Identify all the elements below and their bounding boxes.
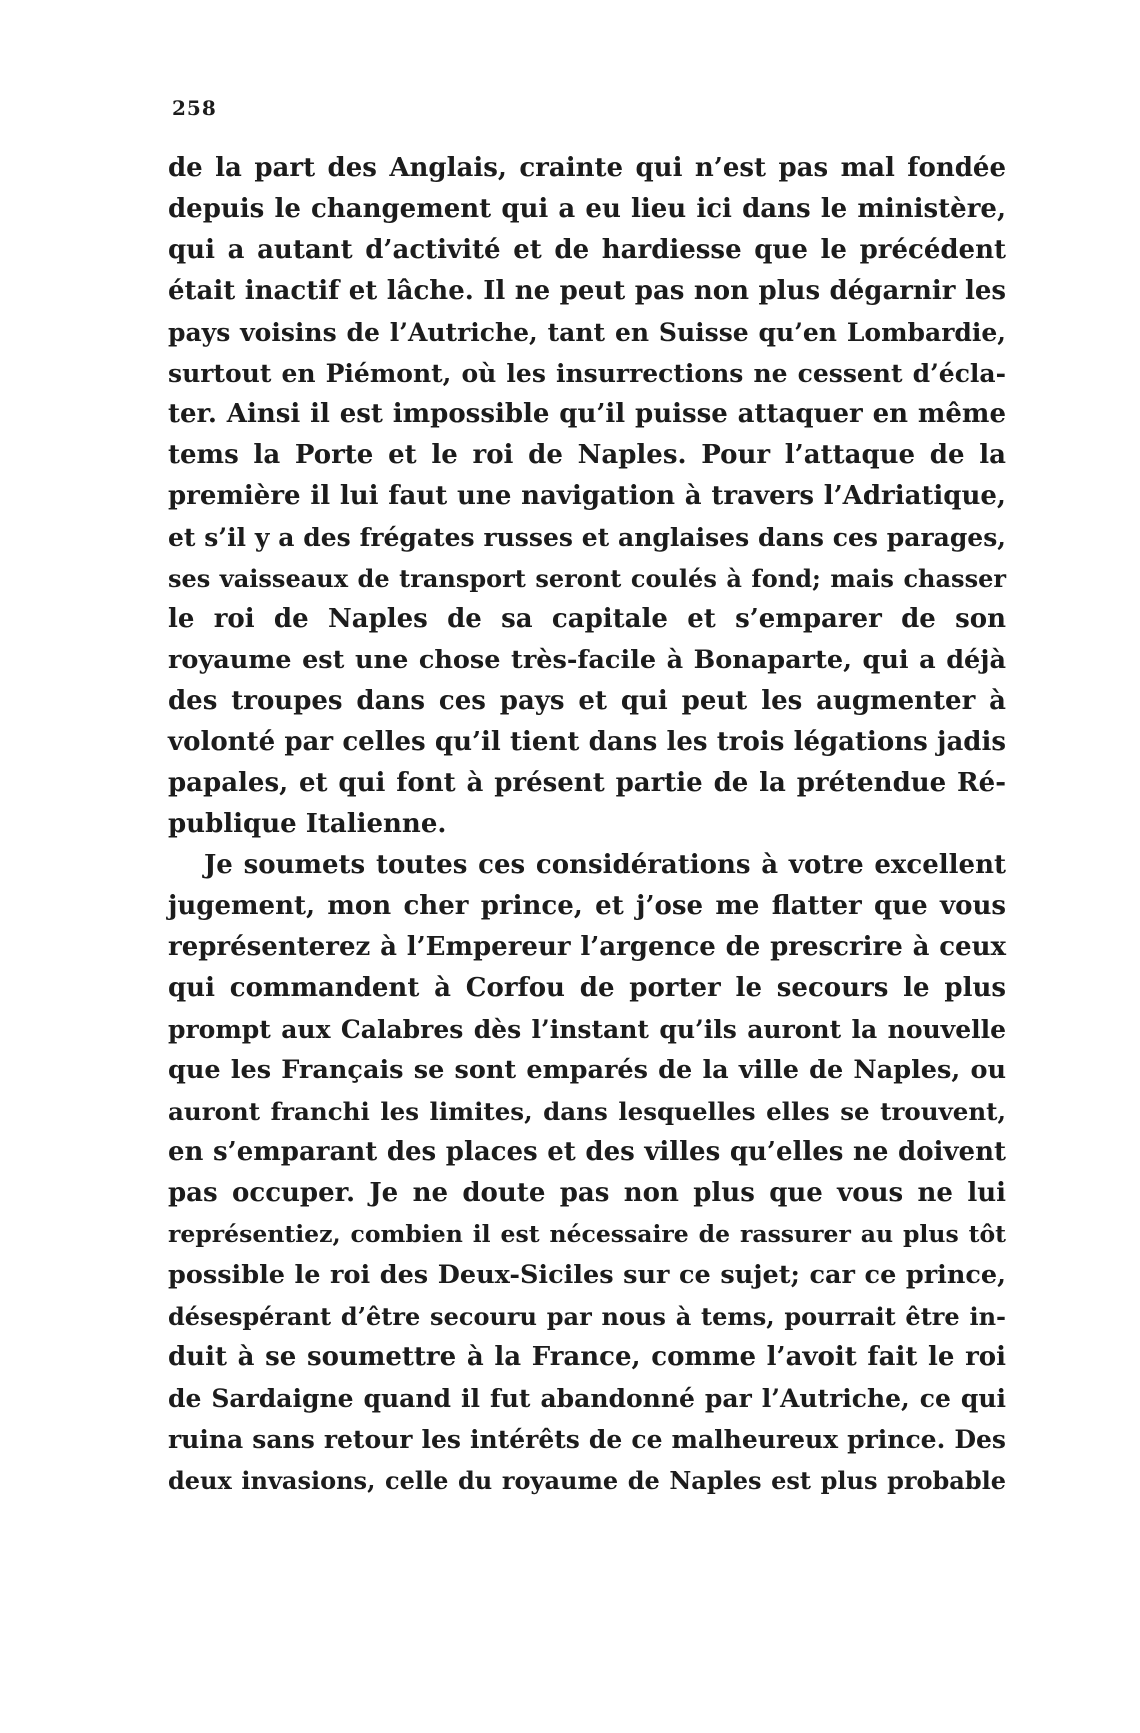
text-line: royaume est une chose très-facile à Bonaparte, qui a déjà [168, 645, 1006, 675]
page-number: 258 [172, 96, 217, 120]
text-line: le roi de Naples de sa capitale et s’emparer de son [168, 604, 1006, 634]
text-line: jugement, mon cher prince, et j’ose me flatter que vous [168, 891, 1006, 921]
text-line: représenterez à l’Empereur l’argence de prescrire à ceux [168, 932, 1006, 962]
text-line: possible le roi des Deux-Siciles sur ce sujet; car ce prince, [168, 1260, 1006, 1290]
text-line: tems la Porte et le roi de Naples. Pour l’attaque de la [168, 440, 1006, 470]
text-line: pas occuper. Je ne doute pas non plus que vous ne lui [168, 1178, 1006, 1208]
text-line: qui a autant d’activité et de hardiesse que le précédent [168, 235, 1006, 265]
text-line: surtout en Piémont, où les insurrections ne cessent d’écla- [168, 359, 1006, 388]
text-line: ter. Ainsi il est impossible qu’il puisse attaquer en même [168, 399, 1006, 429]
text-line: volonté par celles qu’il tient dans les trois légations jadis [168, 727, 1006, 757]
text-line: première il lui faut une navigation à travers l’Adriatique, [168, 481, 1006, 511]
text-line: depuis le changement qui a eu lieu ici dans le ministère, [168, 194, 1006, 224]
paragraph-start-line: Je soumets toutes ces considérations à votre excellent [204, 850, 1006, 880]
text-line: en s’emparant des places et des villes qu’elles ne doivent [168, 1137, 1006, 1167]
text-line: ses vaisseaux de transport seront coulés à fond; mais chasser [168, 564, 1006, 593]
text-line: deux invasions, celle du royaume de Naples est plus probable [168, 1466, 1006, 1495]
text-line: désespérant d’être secouru par nous à tems, pourrait être in- [168, 1302, 1006, 1331]
text-line: de la part des Anglais, crainte qui n’est pas mal fondée [168, 153, 1006, 183]
text-line: qui commandent à Corfou de porter le secours le plus [168, 973, 1006, 1003]
text-line: duit à se soumettre à la France, comme l’avoit fait le roi [168, 1342, 1006, 1372]
text-line: et s’il y a des frégates russes et anglaises dans ces parages, [168, 523, 1006, 552]
body-text [168, 148, 1006, 1501]
text-line: représentiez, combien il est nécessaire de rassurer au plus tôt [168, 1220, 1006, 1248]
paragraph-end-line: publique Italienne. [168, 809, 447, 839]
text-line: prompt aux Calabres dès l’instant qu’ils auront la nouvelle [168, 1015, 1006, 1044]
text-line: papales, et qui font à présent partie de la prétendue Ré- [168, 768, 1006, 798]
text-line: auront franchi les limites, dans lesquelles elles se trouvent, [168, 1097, 1006, 1126]
text-line: était inactif et lâche. Il ne peut pas non plus dégarnir les [168, 276, 1006, 306]
text-line: que les Français se sont emparés de la ville de Naples, ou [168, 1055, 1006, 1085]
text-line: de Sardaigne quand il fut abandonné par l’Autriche, ce qui [168, 1384, 1006, 1413]
text-line: des troupes dans ces pays et qui peut les augmenter à [168, 686, 1006, 716]
text-line: ruina sans retour les intérêts de ce malheureux prince. Des [168, 1425, 1006, 1454]
text-line: pays voisins de l’Autriche, tant en Suisse qu’en Lombardie, [168, 318, 1006, 347]
